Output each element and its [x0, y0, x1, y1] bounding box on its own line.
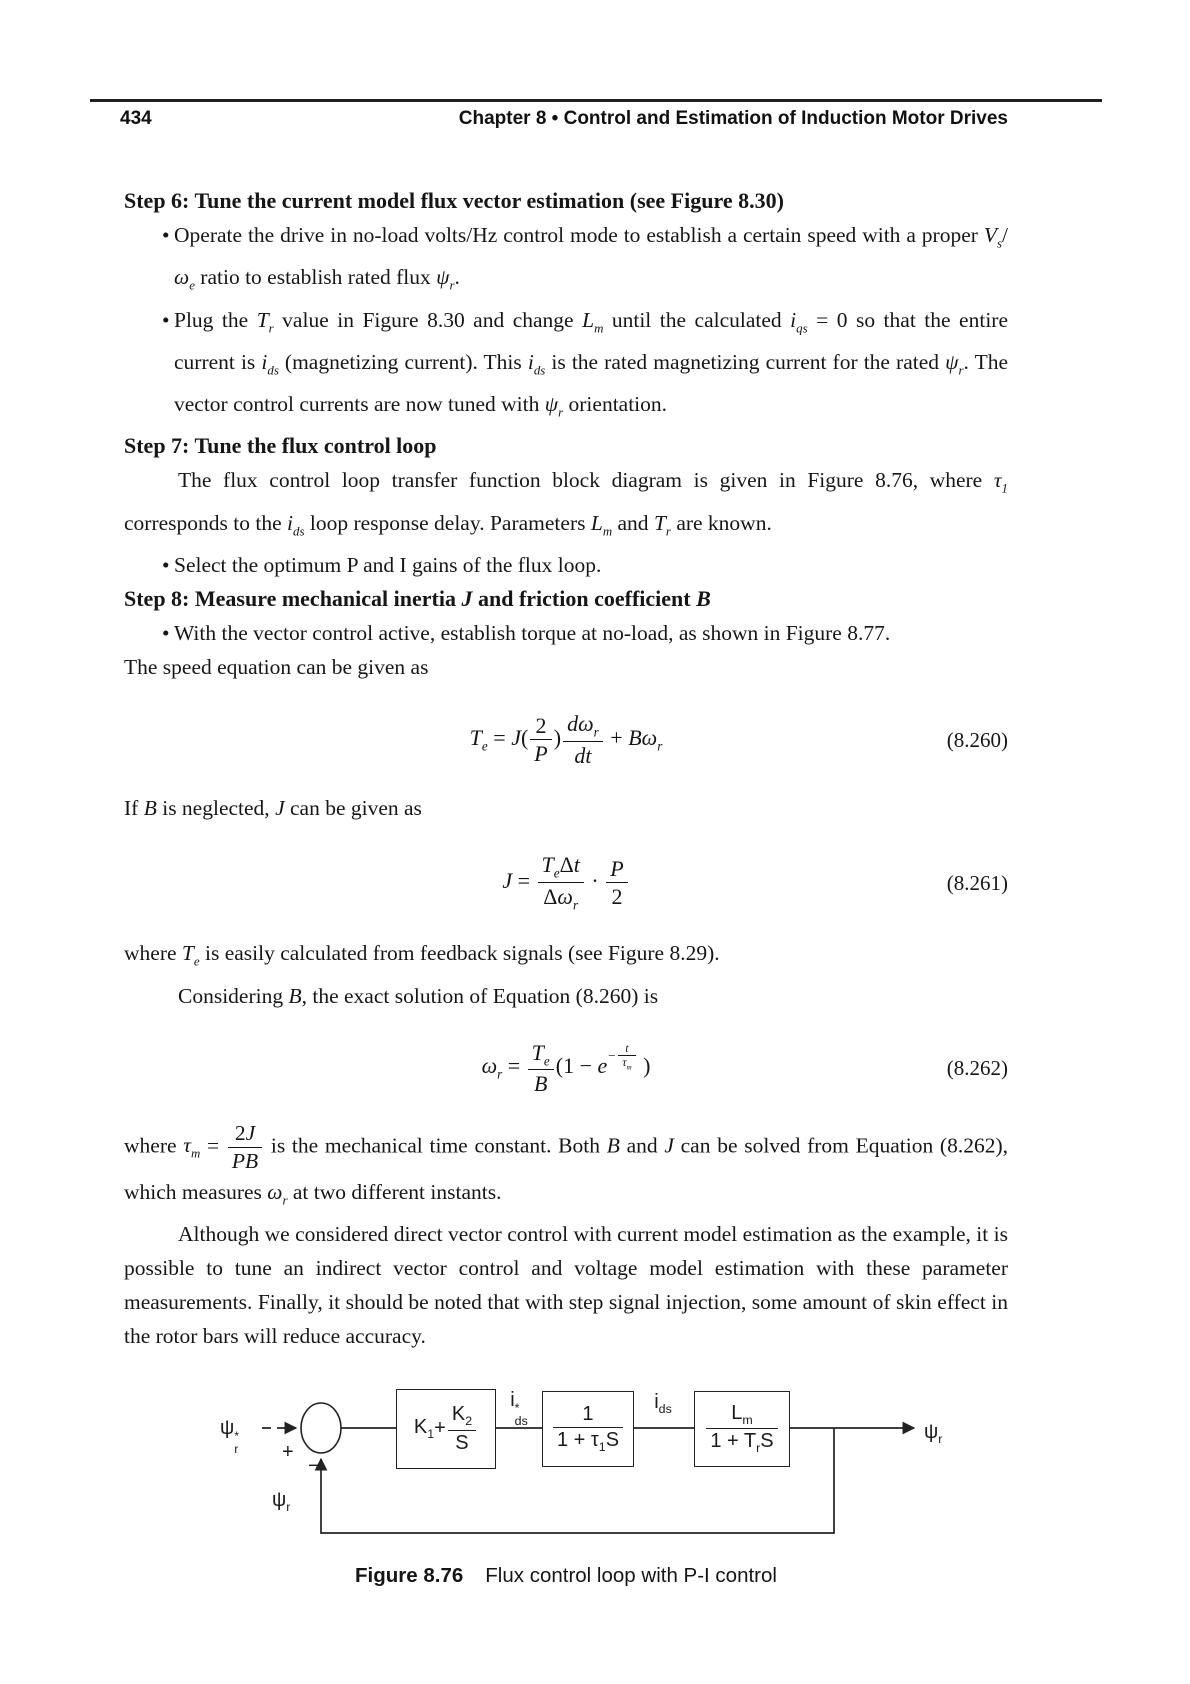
flux-loop-paragraph: The flux control loop transfer function block diagram is given in Figure 8.76, where $\tau_1$ corresponds to the $i_{ds}$ loop response delay. Parameters $L_m$ and $T_r$ are known. — [124, 468, 1008, 539]
bullet-text: Select the optimum P and I gains of the flux loop. — [174, 553, 602, 578]
flux-output-label: $\psi_r$ — [924, 1420, 943, 1446]
bullet-icon: • — [162, 553, 170, 578]
flux-feedback-label: $\psi_r$ — [272, 1488, 291, 1514]
ids-reference-label: i * ds — [510, 1388, 528, 1429]
equation-number: (8.261) — [946, 870, 1008, 895]
equation-8-260 — [124, 710, 1008, 769]
page-header — [120, 108, 1008, 130]
equation-8-261 — [124, 851, 1008, 914]
figure-8-76-diagram — [220, 1383, 1002, 1547]
where-te-paragraph: where $T_e$ is easily calculated from feedback signals (see Figure 8.29). — [124, 941, 720, 969]
bullet-vector-control — [124, 616, 1008, 650]
bullet-operate-drive — [124, 218, 1008, 303]
equation-number: (8.260) — [946, 727, 1008, 752]
ids-label: $i_{ds}$ — [654, 1390, 672, 1416]
if-b-neglected: If B is neglected, J can be given as — [124, 796, 422, 821]
pi-controller-block: $K_1$ + $\frac{K_2}{S}$ — [396, 1389, 496, 1469]
current-loop-delay-block: $\frac{1}{1 + \tau_1S}$ — [542, 1391, 634, 1467]
bullet-icon: • — [162, 307, 170, 332]
speed-equation-intro: The speed equation can be given as — [124, 655, 429, 680]
bullet-select-gains — [124, 548, 1008, 582]
equation-8-262 — [124, 1039, 1008, 1098]
equation-body: $T_e = J$( $\frac{2}{P}$ ) $\frac{d\omega_r}{dt}$ + $B\omega_r$ — [469, 711, 663, 768]
although-paragraph: Although we considered direct vector control with current model estimation as the example, it is possible to tune an indirect vector control and voltage model estimation with these parameter measurements. Finally, it should be noted that with step signal injection, some amount of skin effect in the rotor bars will reduce accuracy. — [124, 1221, 1008, 1348]
bullet-text: Plug the $T_r$ value in Figure 8.30 and change $L_m$ until the calculated $i_{qs} = 0$ so that the entire current is $i_{ds}$ (magnetizing current). This $i_{ds}$ is the rated magnetizing current for the rated $\psi_r$. The vector control currents are now tuned with $\psi_r$ orientation. — [174, 307, 1008, 420]
sum-plus-sign: + — [282, 1440, 294, 1463]
page-body — [124, 168, 1008, 1593]
step6-heading: Step 6: Tune the current model flux vector estimation (see Figure 8.30) — [124, 188, 784, 213]
bullet-icon: • — [162, 223, 170, 247]
equation-body: J = $\frac{T_e\Delta t}{\Delta\omega_r}$ · $\frac{P}{2}$ — [502, 868, 629, 893]
step8-heading: Step 8: Measure mechanical inertia J and friction coefficient B — [124, 586, 711, 612]
bullet-text: Operate the drive in no-load volts/Hz control mode to establish a certain speed with a proper $V_s/\omega_e$ ratio to establish rated flux $\psi_r$. — [174, 223, 1008, 293]
flux-reference-label: ψ * r — [220, 1416, 240, 1457]
sum-minus-sign: − — [308, 1454, 320, 1477]
rotor-flux-block: $\frac{L_m}{1 + T_rS}$ — [694, 1391, 790, 1467]
chapter-title: Chapter 8 • Control and Estimation of Induction Motor Drives — [458, 108, 1008, 129]
summing-junction-circle — [301, 1403, 341, 1453]
figure-caption-label: Figure 8.76 — [355, 1563, 464, 1587]
figure-caption — [124, 1559, 1008, 1593]
bullet-plug-tr — [124, 303, 1008, 430]
where-tau-paragraph: where $\tau_m$ = $\frac{2J}{PB}$ is the mechanical time constant. Both B and J can be solved from Equation (8.262), which measures $\omega_r$ at two different instants. — [124, 1120, 1009, 1207]
bullet-icon: • — [162, 621, 170, 646]
header-rule — [90, 99, 1102, 102]
equation-body: $\omega_r$ = $\frac{T_e}{B}$ ($1 - e^{- \frac{t}{\tau_m}}$ ) — [481, 1039, 651, 1097]
figure-caption-text: Flux control loop with P-I control — [485, 1563, 777, 1587]
page-number: 434 — [120, 108, 152, 129]
step7-heading: Step 7: Tune the flux control loop — [124, 433, 437, 459]
bullet-text: With the vector control active, establish torque at no-load, as shown in Figure 8.77. — [174, 621, 891, 646]
equation-number: (8.262) — [946, 1056, 1008, 1081]
considering-b-paragraph: Considering B, the exact solution of Equation (8.260) is — [178, 983, 659, 1008]
